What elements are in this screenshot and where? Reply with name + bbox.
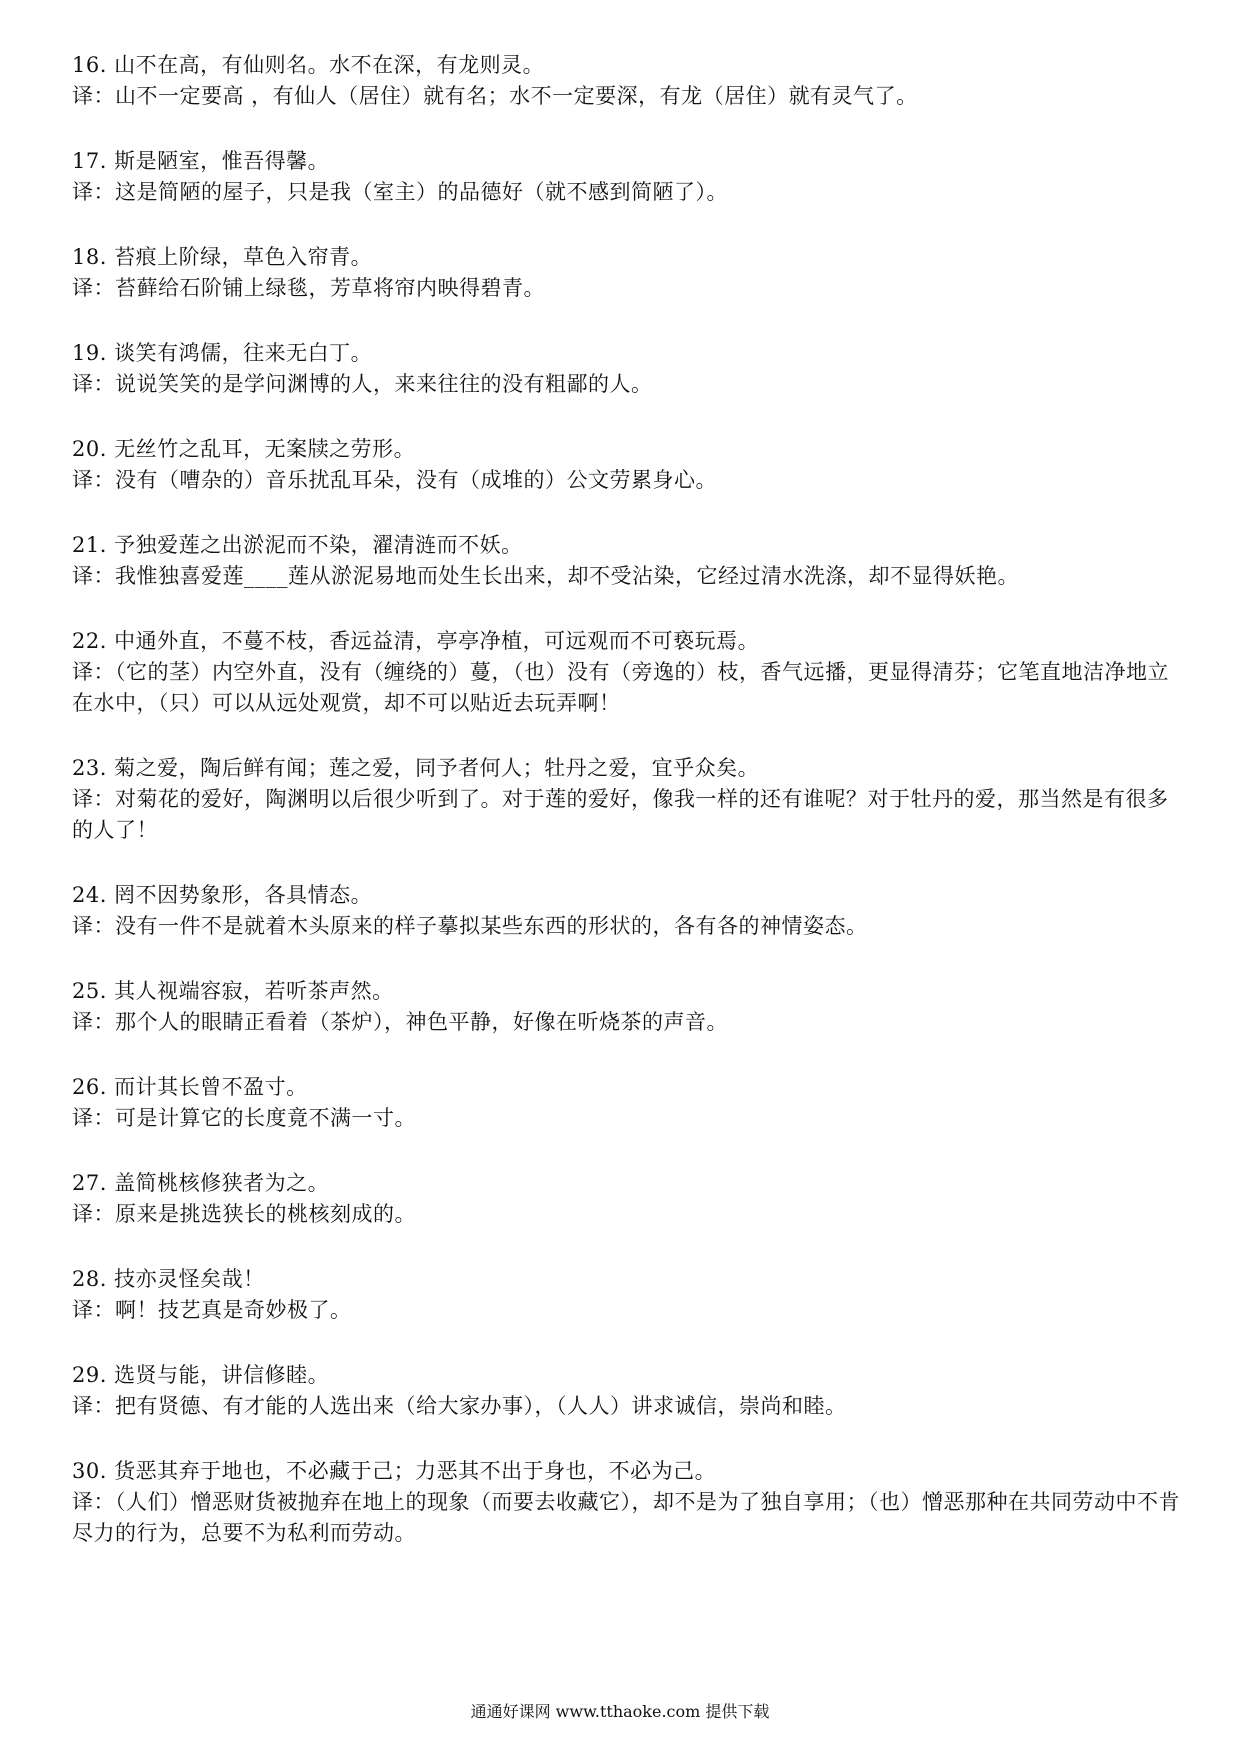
entry-translation: 译：把有贤德、有才能的人选出来（给大家办事），（人人）讲求诚信，崇尚和睦。 [72,1394,847,1418]
entry-28 [72,1264,1188,1326]
entry-21 [72,530,1188,592]
entry-19 [72,338,1188,400]
entry-translation: 译：说说笑笑的是学问渊博的人，来来往往的没有粗鄙的人。 [72,372,653,396]
entry-24 [72,880,1188,942]
entry-source: 18. 苔痕上阶绿，草色入帘青。 [72,245,373,269]
entry-source: 27. 盖简桃核修狭者为之。 [72,1171,330,1195]
entry-17 [72,146,1188,208]
entry-translation: 译：山不一定要高 ，有仙人（居住）就有名；水不一定要深，有龙（居住）就有灵气了。 [72,84,918,108]
entry-source: 19. 谈笑有鸿儒，往来无白丁。 [72,341,373,365]
entry-translation: 译：这是简陋的屋子，只是我（室主）的品德好（就不感到简陋了）。 [72,180,728,204]
page-footer: 通通好课网 www.tthaoke.com 提供下载 [470,1702,770,1721]
entry-source: 29. 选贤与能，讲信修睦。 [72,1363,330,1387]
entry-source: 30. 货恶其弃于地也，不必藏于己；力恶其不出于身也，不必为己。 [72,1459,717,1483]
entry-29 [72,1360,1188,1422]
entry-27 [72,1168,1188,1230]
entry-source: 21. 予独爱莲之出淤泥而不染，濯清涟而不妖。 [72,533,523,557]
entry-translation: 译：苔藓给石阶铺上绿毯，芳草将帘内映得碧青。 [72,276,545,300]
entry-translation: 译：（人们）憎恶财货被抛弃在地上的现象（而要去收藏它），却不是为了独自享用；（也）憎恶那种在共同劳动中不肯尽力的行为，总要不为私利而劳动。 [72,1490,1180,1545]
entry-22 [72,626,1188,719]
entry-18 [72,242,1188,304]
entry-source: 24. 罔不因势象形，各具情态。 [72,883,373,907]
entry-translation: 译：可是计算它的长度竟不满一寸。 [72,1106,416,1130]
entry-30 [72,1456,1188,1549]
entry-translation: 译：没有（嘈杂的）音乐扰乱耳朵，没有（成堆的）公文劳累身心。 [72,468,717,492]
entry-source: 25. 其人视端容寂，若听茶声然。 [72,979,394,1003]
entry-source: 22. 中通外直，不蔓不枝，香远益清，亭亭净植，可远观而不可亵玩焉。 [72,629,760,653]
entry-translation: 译：对菊花的爱好，陶渊明以后很少听到了。对于莲的爱好，像我一样的还有谁呢？对于牡丹的爱，那当然是有很多的人了！ [72,787,1169,842]
entry-source: 26. 而计其长曾不盈寸。 [72,1075,308,1099]
entry-source: 17. 斯是陋室，惟吾得馨。 [72,149,330,173]
entry-source: 16. 山不在高，有仙则名。水不在深，有龙则灵。 [72,53,545,77]
document-body [72,50,1188,1583]
entry-translation: 译：我惟独喜爱莲____莲从淤泥易地而处生长出来，却不受沾染，它经过清水洗涤，却不显得妖艳。 [72,564,1019,588]
entry-16 [72,50,1188,112]
entry-23 [72,753,1188,846]
entry-source: 23. 菊之爱，陶后鲜有闻；莲之爱，同予者何人；牡丹之爱，宜乎众矣。 [72,756,760,780]
entry-translation: 译：原来是挑选狭长的桃核刻成的。 [72,1202,416,1226]
entry-source: 20. 无丝竹之乱耳，无案牍之劳形。 [72,437,416,461]
entry-translation: 译：没有一件不是就着木头原来的样子摹拟某些东西的形状的，各有各的神情姿态。 [72,914,868,938]
entry-translation: 译：那个人的眼睛正看着（茶炉），神色平静，好像在听烧茶的声音。 [72,1010,728,1034]
entry-20 [72,434,1188,496]
entry-25 [72,976,1188,1038]
entry-26 [72,1072,1188,1134]
entry-translation: 译：啊！技艺真是奇妙极了。 [72,1298,352,1322]
entry-translation: 译：（它的茎）内空外直，没有（缠绕的）蔓，（也）没有（旁逸的）枝，香气远播，更显得清芬；它笔直地洁净地立在水中，（只）可以从远处观赏，却不可以贴近去玩弄啊！ [72,660,1169,715]
entry-source: 28. 技亦灵怪矣哉！ [72,1267,265,1291]
